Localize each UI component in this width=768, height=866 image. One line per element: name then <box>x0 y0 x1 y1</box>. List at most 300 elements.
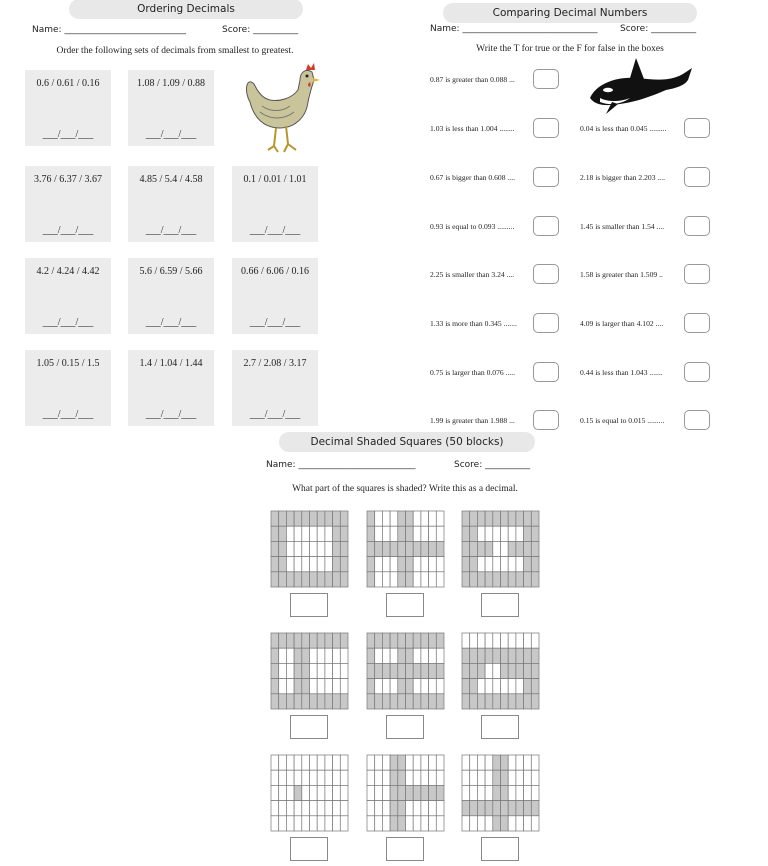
shaded-grid <box>270 632 349 710</box>
grid-cell <box>470 770 478 785</box>
grid-cell <box>477 648 485 663</box>
grid-cell <box>367 816 375 831</box>
grid-cell <box>524 755 532 770</box>
grid-cell <box>406 633 414 648</box>
grid-cell <box>271 572 279 587</box>
grid-cell <box>375 755 383 770</box>
grid-cell <box>271 648 279 663</box>
grid-cell <box>413 511 421 526</box>
grid-cell <box>325 785 333 800</box>
grid-cell <box>436 679 444 694</box>
true-false-answer-box[interactable] <box>533 410 559 430</box>
grid-cell <box>406 679 414 694</box>
grid-cell <box>286 572 294 587</box>
grid-cell <box>390 541 398 556</box>
shaded-grid <box>461 632 540 710</box>
grid-cell <box>421 648 429 663</box>
grid-cell <box>421 511 429 526</box>
grid-cell <box>485 511 493 526</box>
grid-cell <box>294 572 302 587</box>
grid-cell <box>310 526 318 541</box>
grid-cell <box>279 679 287 694</box>
grid-cell <box>382 694 390 709</box>
grid-cell <box>333 755 341 770</box>
grid-cell <box>367 755 375 770</box>
grid-cell <box>485 541 493 556</box>
grid-cell <box>286 541 294 556</box>
ordering-set-numbers: 4.85 / 5.4 / 4.58 <box>139 174 203 185</box>
grid-cell <box>485 572 493 587</box>
grid-cell <box>508 694 516 709</box>
true-false-answer-box[interactable] <box>533 118 559 138</box>
grid-cell <box>524 801 532 816</box>
ordering-answer-blank[interactable]: ___/___/___ <box>42 409 94 420</box>
grid-cell <box>325 679 333 694</box>
grid-cell <box>317 679 325 694</box>
grid-cell <box>462 557 470 572</box>
grid-cell <box>286 694 294 709</box>
grid-cell <box>333 663 341 678</box>
grid-cell <box>382 633 390 648</box>
grid-cell <box>302 633 310 648</box>
grid-cell <box>398 770 406 785</box>
ordering-score-field[interactable]: Score: __________ <box>222 25 299 35</box>
grid-cell <box>375 541 383 556</box>
grid-cell <box>340 511 348 526</box>
true-false-answer-box[interactable] <box>533 313 559 333</box>
grid-cell <box>333 648 341 663</box>
grid-cell <box>302 694 310 709</box>
grid-cell <box>524 648 532 663</box>
grid-cell <box>382 557 390 572</box>
grid-cell <box>485 770 493 785</box>
grid-cell <box>375 572 383 587</box>
grid-cell <box>302 511 310 526</box>
true-false-answer-box[interactable] <box>684 167 710 187</box>
grid-cell <box>302 679 310 694</box>
grid-cell <box>462 816 470 831</box>
ordering-title: Ordering Decimals <box>69 0 303 19</box>
ordering-answer-blank[interactable]: ___/___/___ <box>42 129 94 140</box>
grid-cell <box>462 663 470 678</box>
grid-cell <box>325 557 333 572</box>
true-false-answer-box[interactable] <box>533 216 559 236</box>
grid-cell <box>406 511 414 526</box>
decimal-answer-box[interactable] <box>386 593 424 617</box>
grid-cell <box>436 572 444 587</box>
grid-cell <box>367 541 375 556</box>
grid-cell <box>382 663 390 678</box>
grid-cell <box>485 557 493 572</box>
grid-cell <box>286 511 294 526</box>
grid-cell <box>413 816 421 831</box>
grid-cell <box>271 694 279 709</box>
grid-cell <box>390 648 398 663</box>
grid-cell <box>429 541 437 556</box>
grid-cell <box>271 557 279 572</box>
grid-cell <box>477 633 485 648</box>
grid-cell <box>333 541 341 556</box>
grid-cell <box>516 557 524 572</box>
grid-cell <box>340 526 348 541</box>
grid-cell <box>406 541 414 556</box>
grid-cell <box>375 511 383 526</box>
grid-cell <box>462 511 470 526</box>
grid-cell <box>382 541 390 556</box>
grid-cell <box>421 694 429 709</box>
ordering-answer-blank[interactable]: ___/___/___ <box>42 225 94 236</box>
grid-cell <box>436 511 444 526</box>
grid-cell <box>406 785 414 800</box>
grid-cell <box>398 679 406 694</box>
grid-cell <box>524 633 532 648</box>
ordering-answer-blank[interactable]: ___/___/___ <box>145 225 197 236</box>
grid-cell <box>493 648 501 663</box>
grid-cell <box>508 816 516 831</box>
grid-cell <box>485 679 493 694</box>
grid-cell <box>493 816 501 831</box>
grid-cell <box>413 557 421 572</box>
comparing-name-field[interactable]: Name: ______________________________ <box>430 24 598 34</box>
grid-cell <box>524 785 532 800</box>
ordering-answer-blank[interactable]: ___/___/___ <box>145 317 197 328</box>
grid-cell <box>375 663 383 678</box>
grid-cell <box>493 801 501 816</box>
grid-cell <box>302 648 310 663</box>
shaded-grid <box>461 754 540 832</box>
grid-cell <box>531 572 539 587</box>
ordering-set-numbers: 0.1 / 0.01 / 1.01 <box>243 174 307 185</box>
grid-cell <box>508 633 516 648</box>
grid-cell <box>436 755 444 770</box>
grid-cell <box>406 557 414 572</box>
grid-cell <box>333 526 341 541</box>
grid-cell <box>524 526 532 541</box>
grid-cell <box>485 526 493 541</box>
grid-cell <box>516 511 524 526</box>
grid-cell <box>367 648 375 663</box>
grid-cell <box>477 785 485 800</box>
grid-cell <box>310 663 318 678</box>
grid-cell <box>406 755 414 770</box>
grid-cell <box>421 557 429 572</box>
grid-cell <box>390 557 398 572</box>
ordering-set-box <box>128 70 214 146</box>
ordering-set-numbers: 2.7 / 2.08 / 3.17 <box>243 358 307 369</box>
grid-cell <box>413 679 421 694</box>
grid-cell <box>382 801 390 816</box>
grid-cell <box>317 541 325 556</box>
decimal-answer-box[interactable] <box>481 837 519 861</box>
grid-cell <box>286 801 294 816</box>
decimal-answer-box[interactable] <box>386 715 424 739</box>
comparing-instruction: Write the T for true or the F for false in the boxes <box>476 44 664 54</box>
grid-cell <box>382 511 390 526</box>
true-false-answer-box[interactable] <box>533 362 559 382</box>
grid-cell <box>501 648 509 663</box>
grid-cell <box>493 785 501 800</box>
grid-cell <box>302 755 310 770</box>
grid-cell <box>436 541 444 556</box>
grid-cell <box>375 557 383 572</box>
decimal-answer-box[interactable] <box>481 593 519 617</box>
ordering-set-numbers: 4.2 / 4.24 / 4.42 <box>36 266 100 277</box>
grid-cell <box>302 770 310 785</box>
grid-cell <box>375 785 383 800</box>
grid-cell <box>406 648 414 663</box>
grid-cell <box>429 526 437 541</box>
grid-cell <box>477 572 485 587</box>
ordering-answer-blank[interactable]: ___/___/___ <box>42 317 94 328</box>
grid-cell <box>501 770 509 785</box>
grid-cell <box>279 648 287 663</box>
grid-cell <box>516 679 524 694</box>
grid-cell <box>398 648 406 663</box>
grid-cell <box>294 755 302 770</box>
grid-cell <box>501 816 509 831</box>
grid-cell <box>501 785 509 800</box>
grid-cell <box>413 663 421 678</box>
ordering-set-numbers: 1.08 / 1.09 / 0.88 <box>136 78 206 89</box>
grid-cell <box>310 679 318 694</box>
true-false-answer-box[interactable] <box>533 167 559 187</box>
true-false-answer-box[interactable] <box>684 362 710 382</box>
shaded-name-field[interactable]: Name: __________________________ <box>266 460 416 470</box>
ordering-set-box <box>232 350 318 426</box>
grid-cell <box>398 785 406 800</box>
grid-cell <box>279 557 287 572</box>
grid-cell <box>271 679 279 694</box>
grid-cell <box>413 572 421 587</box>
grid-cell <box>406 572 414 587</box>
grid-cell <box>279 816 287 831</box>
grid-cell <box>493 770 501 785</box>
grid-cell <box>436 526 444 541</box>
grid-cell <box>367 663 375 678</box>
grid-cell <box>398 663 406 678</box>
grid-cell <box>501 755 509 770</box>
comparison-statement: 0.67 is bigger than 0.608 .... <box>430 173 515 182</box>
grid-cell <box>462 755 470 770</box>
grid-cell <box>429 801 437 816</box>
grid-cell <box>279 785 287 800</box>
true-false-answer-box[interactable] <box>684 264 710 284</box>
grid-cell <box>493 755 501 770</box>
grid-cell <box>470 694 478 709</box>
grid-cell <box>271 663 279 678</box>
grid-cell <box>390 679 398 694</box>
grid-cell <box>531 755 539 770</box>
grid-cell <box>317 694 325 709</box>
grid-cell <box>340 572 348 587</box>
ordering-answer-blank[interactable]: ___/___/___ <box>249 409 301 420</box>
grid-cell <box>421 801 429 816</box>
decimal-answer-box[interactable] <box>290 837 328 861</box>
shaded-grid <box>366 754 445 832</box>
grid-cell <box>271 755 279 770</box>
grid-cell <box>382 755 390 770</box>
grid-cell <box>390 511 398 526</box>
grid-cell <box>524 816 532 831</box>
grid-cell <box>470 679 478 694</box>
grid-cell <box>390 801 398 816</box>
true-false-answer-box[interactable] <box>684 410 710 430</box>
grid-cell <box>310 511 318 526</box>
grid-cell <box>279 694 287 709</box>
grid-cell <box>279 755 287 770</box>
grid-cell <box>462 526 470 541</box>
grid-cell <box>493 663 501 678</box>
grid-cell <box>485 648 493 663</box>
ordering-set-box <box>25 166 111 242</box>
grid-cell <box>367 526 375 541</box>
grid-cell <box>462 785 470 800</box>
grid-cell <box>421 679 429 694</box>
grid-cell <box>398 801 406 816</box>
grid-cell <box>501 801 509 816</box>
grid-cell <box>286 557 294 572</box>
grid-cell <box>531 648 539 663</box>
grid-cell <box>398 633 406 648</box>
grid-cell <box>367 801 375 816</box>
grid-cell <box>493 572 501 587</box>
grid-cell <box>390 663 398 678</box>
grid-cell <box>317 526 325 541</box>
grid-cell <box>310 541 318 556</box>
grid-cell <box>279 770 287 785</box>
grid-cell <box>340 755 348 770</box>
grid-cell <box>524 511 532 526</box>
ordering-answer-blank[interactable]: ___/___/___ <box>145 129 197 140</box>
grid-cell <box>531 633 539 648</box>
grid-cell <box>390 785 398 800</box>
grid-cell <box>367 694 375 709</box>
true-false-answer-box[interactable] <box>684 118 710 138</box>
grid-cell <box>325 541 333 556</box>
grid-cell <box>516 755 524 770</box>
grid-cell <box>302 572 310 587</box>
grid-cell <box>302 557 310 572</box>
grid-cell <box>462 770 470 785</box>
grid-cell <box>531 801 539 816</box>
grid-cell <box>531 526 539 541</box>
true-false-answer-box[interactable] <box>533 264 559 284</box>
grid-cell <box>302 541 310 556</box>
grid-cell <box>531 816 539 831</box>
grid-cell <box>340 816 348 831</box>
grid-cell <box>271 526 279 541</box>
grid-cell <box>421 541 429 556</box>
grid-cell <box>501 541 509 556</box>
grid-cell <box>375 770 383 785</box>
grid-cell <box>421 633 429 648</box>
grid-cell <box>390 694 398 709</box>
grid-cell <box>501 557 509 572</box>
ordering-answer-blank[interactable]: ___/___/___ <box>249 317 301 328</box>
grid-cell <box>436 694 444 709</box>
grid-cell <box>390 572 398 587</box>
grid-cell <box>477 694 485 709</box>
grid-cell <box>516 694 524 709</box>
ordering-set-box <box>25 70 111 146</box>
shaded-score-field[interactable]: Score: __________ <box>454 460 531 470</box>
grid-cell <box>421 770 429 785</box>
comparison-statement: 0.87 is greater than 0.088 ... <box>430 75 515 84</box>
decimal-answer-box[interactable] <box>386 837 424 861</box>
ordering-name-field[interactable]: Name: ___________________________ <box>32 25 186 35</box>
grid-cell <box>477 801 485 816</box>
grid-cell <box>462 679 470 694</box>
grid-cell <box>325 572 333 587</box>
grid-cell <box>375 816 383 831</box>
decimal-answer-box[interactable] <box>481 715 519 739</box>
grid-cell <box>294 511 302 526</box>
ordering-set-box <box>25 350 111 426</box>
decimal-answer-box[interactable] <box>290 715 328 739</box>
grid-cell <box>516 526 524 541</box>
grid-cell <box>516 816 524 831</box>
ordering-set-numbers: 0.66 / 6.06 / 0.16 <box>240 266 310 277</box>
comparison-statement: 0.93 is equal to 0.093 ......... <box>430 222 515 231</box>
grid-cell <box>436 816 444 831</box>
decimal-answer-box[interactable] <box>290 593 328 617</box>
grid-cell <box>325 770 333 785</box>
grid-cell <box>413 755 421 770</box>
grid-cell <box>333 572 341 587</box>
ordering-answer-blank[interactable]: ___/___/___ <box>249 225 301 236</box>
true-false-answer-box[interactable] <box>684 216 710 236</box>
grid-cell <box>429 557 437 572</box>
grid-cell <box>340 770 348 785</box>
grid-cell <box>317 785 325 800</box>
grid-cell <box>531 541 539 556</box>
grid-cell <box>340 541 348 556</box>
grid-cell <box>310 770 318 785</box>
grid-cell <box>317 648 325 663</box>
grid-cell <box>406 816 414 831</box>
grid-cell <box>470 633 478 648</box>
true-false-answer-box[interactable] <box>533 69 559 89</box>
grid-cell <box>477 526 485 541</box>
grid-cell <box>508 572 516 587</box>
shaded-grid <box>270 754 349 832</box>
grid-cell <box>485 801 493 816</box>
comparing-score-field[interactable]: Score: __________ <box>620 24 697 34</box>
grid-cell <box>406 663 414 678</box>
grid-cell <box>279 541 287 556</box>
grid-cell <box>325 526 333 541</box>
grid-cell <box>390 816 398 831</box>
grid-cell <box>477 679 485 694</box>
grid-cell <box>398 526 406 541</box>
grid-cell <box>485 785 493 800</box>
grid-cell <box>340 557 348 572</box>
grid-cell <box>462 694 470 709</box>
grid-cell <box>508 557 516 572</box>
grid-cell <box>516 572 524 587</box>
grid-cell <box>382 785 390 800</box>
ordering-answer-blank[interactable]: ___/___/___ <box>145 409 197 420</box>
grid-cell <box>516 785 524 800</box>
true-false-answer-box[interactable] <box>684 313 710 333</box>
comparison-statement: 1.99 is greater than 1.988 ... <box>430 416 515 425</box>
grid-cell <box>531 511 539 526</box>
grid-cell <box>429 694 437 709</box>
grid-cell <box>436 633 444 648</box>
grid-cell <box>294 648 302 663</box>
grid-cell <box>317 663 325 678</box>
hen-illustration <box>240 62 322 156</box>
